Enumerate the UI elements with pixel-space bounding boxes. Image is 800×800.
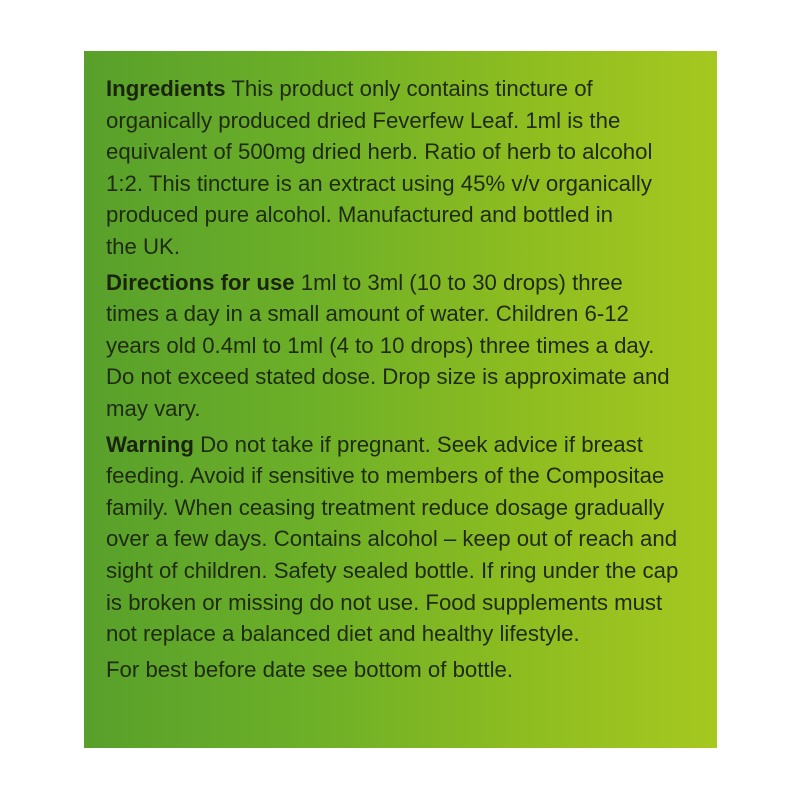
ingredients-line-3: equivalent of 500mg dried herb. Ratio of herb to alcohol: [106, 139, 653, 165]
directions-heading: Directions for use: [106, 269, 295, 295]
warning-line-2: feeding. Avoid if sensitive to members of the Compositae: [106, 463, 665, 489]
warning-line-4: over a few days. Contains alcohol – keep out of reach and: [106, 526, 678, 552]
ingredients-line-1: [106, 73, 717, 105]
directions-line-2: times a day in a small amount of water. Children 6-12: [106, 301, 629, 327]
product-label-panel: [84, 51, 717, 748]
ingredients-line-2: organically produced dried Feverfew Leaf. 1ml is the: [106, 107, 621, 133]
directions-line-5: may vary.: [106, 395, 201, 421]
best-before-note: [106, 654, 717, 686]
warning-heading: Warning: [106, 431, 194, 457]
ingredients-section: [106, 73, 717, 263]
ingredients-line-5: produced pure alcohol. Manufactured and bottled in: [106, 202, 613, 228]
ingredients-line-6: the UK.: [106, 233, 180, 259]
warning-line-3: family. When ceasing treatment reduce dosage gradually: [106, 494, 665, 520]
directions-text: 1ml to 3ml (10 to 30 drops) three: [294, 269, 623, 295]
ingredients-heading: Ingredients: [106, 76, 226, 101]
ingredients-line-4: 1:2. This tincture is an extract using 45% v/v organically: [106, 170, 652, 196]
directions-line-4: Do not exceed stated dose. Drop size is approximate and: [106, 364, 670, 390]
directions-section: [106, 267, 717, 425]
warning-line-7: not replace a balanced diet and healthy lifestyle.: [106, 621, 580, 647]
ingredients-text: This product only contains tincture of: [225, 76, 593, 101]
warning-section: [106, 429, 717, 650]
warning-line-1: [106, 429, 717, 461]
directions-line-1: [106, 267, 717, 299]
directions-line-3: years old 0.4ml to 1ml (4 to 10 drops) three times a day.: [106, 332, 655, 358]
warning-text: Do not take if pregnant. Seek advice if breast: [193, 431, 643, 457]
warning-line-5: sight of children. Safety sealed bottle. If ring under the cap: [106, 557, 679, 583]
best-before-text: For best before date see bottom of bottle.: [106, 656, 514, 682]
warning-line-6: is broken or missing do not use. Food supplements must: [106, 589, 663, 615]
